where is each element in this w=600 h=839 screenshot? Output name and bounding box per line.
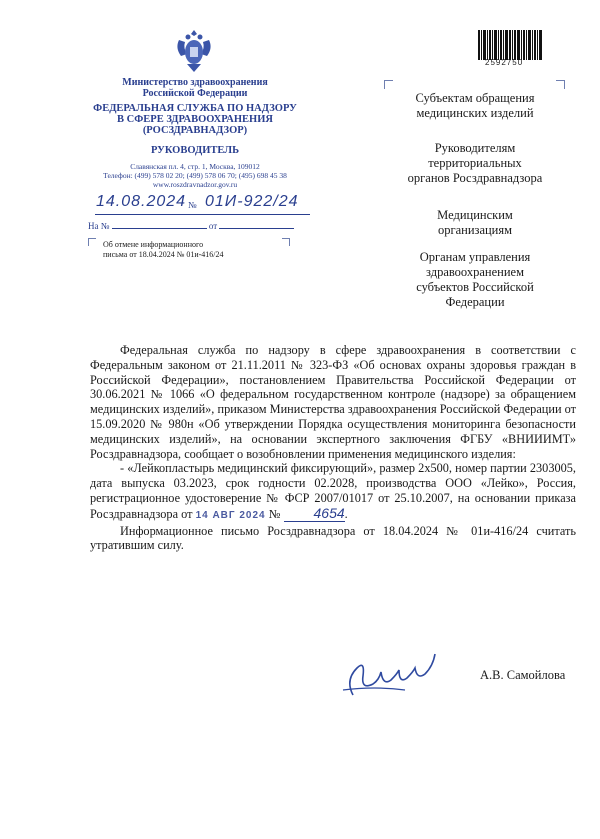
addressee-line: Органам управления [419,250,531,264]
subject-line: Об отмене информационного [103,240,204,249]
addressee-line: здравоохранением [426,265,524,279]
registration-number-sign: № [188,200,197,210]
letter-body [90,343,576,553]
phone-line: Телефон: (499) 578 02 20; (499) 578 06 70; (495) 698 45 38 [103,171,287,180]
addressee-line: субъектов Российской [416,280,534,294]
addressee-block [385,141,565,186]
addressee-block [385,208,565,238]
order-number-sign: № [268,506,281,521]
addressee-corner-left [384,80,393,89]
addressee-line: органов Росздравнадзора [407,171,543,185]
ministry-line: Министерство здравоохранения [122,77,268,88]
barcode [478,30,542,60]
reply-to-date-blank [219,228,294,229]
service-line: (РОСЗДРАВНАДЗОР) [142,125,248,136]
service-name [60,103,330,136]
addressee-line: Руководителям [434,141,516,155]
body-paragraph-1: Федеральная служба по надзору в сфере здравоохранения в соответствии с Федеральным законом от 21.11.2011 № 323-ФЗ «Об основах охраны здоровья граждан в Российской Федерации», постановлением Правительства Российской Федерации от 30.06.2021 № 1066 «О федеральном государственном контроле (надзоре) за обращением медицинских изделий», приказом Министерства здравоохранения Российской Федерации от 15.09.2020 № 980н «Об утверждении Порядка осуществления мониторинга безопасности медицинских изделий», на основании экспертного заключения ФГБУ «ВНИИИМТ» Росздравнадзора, сообщает о возобновлении применения медицинского изделия: [90,343,576,461]
ministry-name [60,77,330,99]
subject-corner-right [282,238,290,246]
ministry-line: Российской Федерации [142,88,248,99]
address-line: Славянская пл. 4, стр. 1, Москва, 109012 [130,162,260,171]
addressee-line: Субъектам обращения [415,91,535,105]
addressee-line: медицинских изделий [416,106,534,120]
order-end: . [344,506,348,521]
head-title: РУКОВОДИТЕЛЬ [150,145,240,156]
addressee-line: территориальных [428,156,522,170]
registration-number: 01И-922/24 [205,193,299,210]
reply-to-row [88,221,308,231]
order-date-stamp: 14 АВГ 2024 [195,509,266,521]
registration-date: 14.08.2024 [96,193,187,210]
addressee-line: организациям [437,223,513,237]
reply-to-number-blank [112,228,207,229]
order-number: 4654 [284,506,345,522]
subject-corner-left [88,238,96,246]
russian-coat-of-arms-icon [173,26,215,74]
website-line: www.roszdravnadzor.gov.ru [152,180,238,189]
product-description: - «Лейкопластырь медицинский фиксирующий», размер 2х500, номер партии 2303005, дата выпуска 03.2023, срок годности 02.2028, производства ООО «Лейко», Россия, регистрационное удостоверение № ФСР 2007/01017 от 25.10.2007, на основании приказа Росздравнадзора от [90,461,576,521]
contact-address [60,162,330,189]
subject-line: письма от 18.04.2024 № 01и-416/24 [103,250,224,259]
body-paragraph-3: Информационное письмо Росздравнадзора от 18.04.2024 № 01и-416/24 считать утратившим силу. [90,523,576,553]
addressee-line: Медицинским [437,208,513,222]
reply-to-label: На № [88,221,110,231]
addressee-block [385,250,565,310]
addressee-block [385,91,565,121]
body-paragraph-2 [90,461,576,523]
reply-to-from-label: от [208,221,218,231]
barcode-number: 2592750 [485,58,524,67]
handwritten-signature [335,640,455,710]
addressee-line: Федерации [445,295,505,309]
letter-subject [103,240,224,260]
signer-name: А.В. Самойлова [480,668,566,682]
addressee-corner-right [556,80,565,89]
service-line: ФЕДЕРАЛЬНАЯ СЛУЖБА ПО НАДЗОРУ [93,103,297,114]
service-line: В СФЕРЕ ЗДРАВООХРАНЕНИЯ [117,114,273,125]
